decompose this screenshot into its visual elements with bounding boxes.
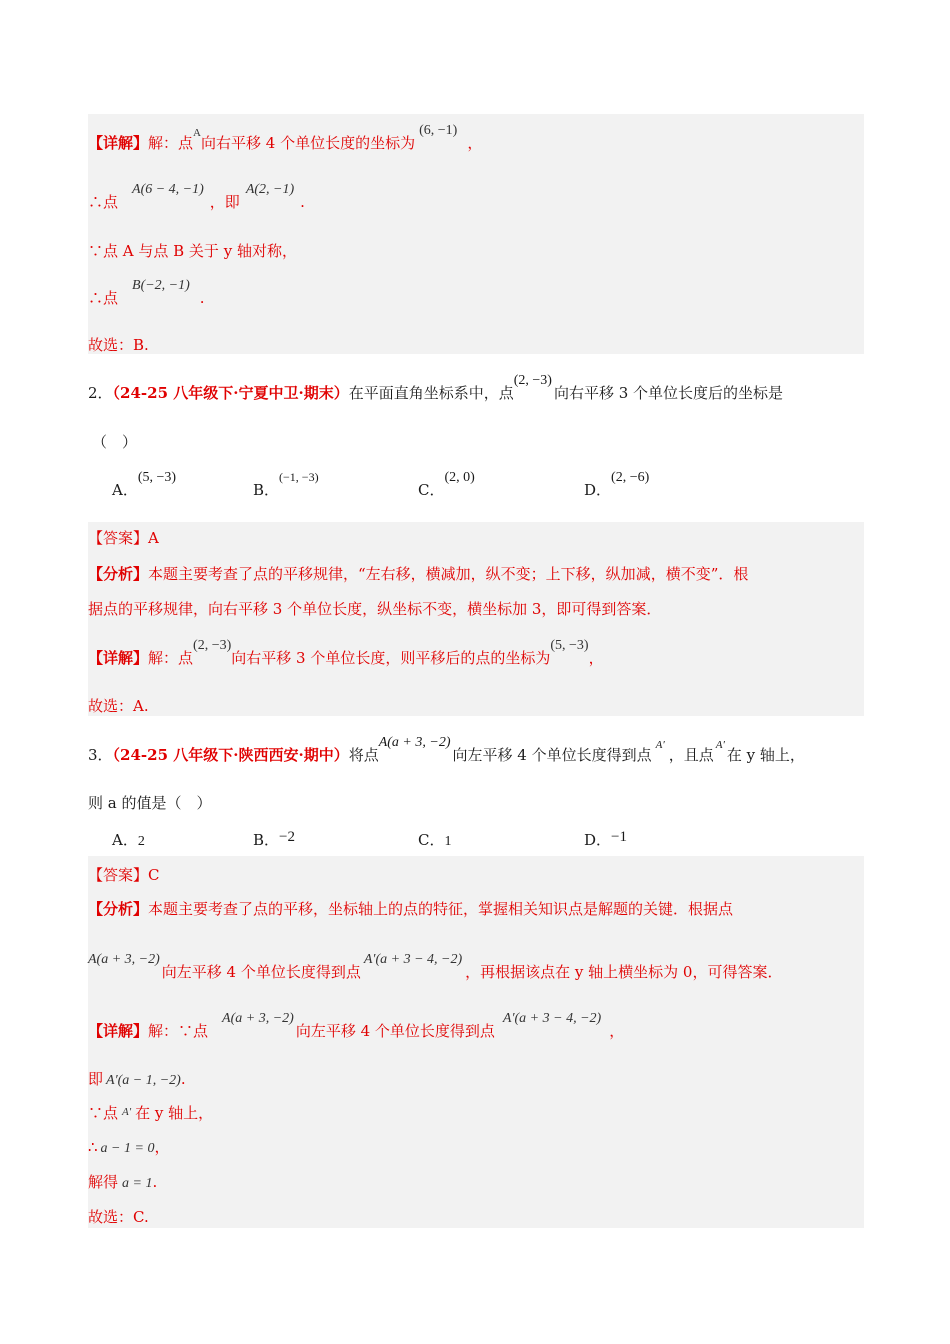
q2-detail: 【详解】解：点(2, −3)向右平移 3 个单位长度，则平移后的点的坐标为(5, −3)， — [88, 638, 604, 667]
q1-detail-line-4: ∴点B(−2, −1). — [88, 278, 205, 307]
math-expr: A(a + 3, −2) — [88, 952, 160, 967]
q1-detail-line-3: ∵点 A 与点 B 关于 y 轴对称， — [88, 242, 297, 260]
detail-label: 【详解】 — [88, 1022, 149, 1040]
q1-detail-line-1: 【详解】解：点$^A$向右平移 4 个单位长度的坐标为(6, −1)， — [88, 123, 483, 152]
math-expr: A(6 − 4, −1) — [132, 182, 204, 197]
q3-analysis-line-2: A(a + 3, −2)向左平移 4 个单位长度得到点A′(a + 3 − 4, −2)，再根据该点在 y 轴上横坐标为 0，可得答案． — [88, 952, 783, 981]
analysis-label: 【分析】 — [88, 565, 149, 583]
q3-detail-line-1: 【详解】解：∵点A(a + 3, −2)向左平移 4 个单位长度得到点A′(a + 3 − 4, −2)， — [88, 1011, 625, 1040]
q2-analysis-line-2: 据点的平移规律，向右平移 3 个单位长度，纵坐标不变，横坐标加 3，即可得到答案． — [88, 600, 662, 618]
math-expr: A(a + 3, −2) — [378, 735, 451, 750]
q3-detail-line-4: ∴ a − 1 = 0， — [88, 1138, 170, 1156]
q3-option-a: A．2 — [112, 831, 145, 849]
q2-answer: 【答案】A — [88, 529, 159, 547]
math-expr: a = 1 — [122, 1176, 153, 1191]
q2-choose: 故选：A. — [88, 697, 149, 715]
math-expr: a − 1 = 0 — [100, 1141, 155, 1156]
q2-answer-box — [88, 522, 864, 716]
q2-option-b: B．$^{(-1, -3)}$ — [253, 470, 319, 499]
question-source: （24-25 八年级下·陕西西安·期中） — [112, 746, 349, 764]
analysis-label: 【分析】 — [88, 900, 149, 918]
q3-option-b: B．−2 — [253, 829, 295, 849]
q3-option-c: C．1 — [418, 831, 452, 849]
q3-stem: 3．（24-25 八年级下·陕西西安·期中）将点A(a + 3, −2)向左平移 4 个单位长度得到点$^{A'}$，且点$^{A'}$在 y 轴上， — [88, 735, 805, 764]
detail-label: 【详解】 — [88, 134, 149, 152]
math-expr: A(a + 3, −2) — [222, 1011, 294, 1026]
q2-analysis-line-1: 【分析】本题主要考查了点的平移规律，“左右移，横减加，纵不变；上下移，纵加减，横不变”．根 — [88, 565, 749, 583]
question-number: 2． — [88, 384, 113, 402]
question-number: 3． — [88, 746, 113, 764]
q2-option-a: A．(5, −3) — [112, 470, 177, 499]
math-coord: (2, −3) — [193, 638, 232, 653]
math-expr: A′(a + 3 − 4, −2) — [363, 952, 463, 967]
math-expr: A′(a + 3 − 4, −2) — [502, 1011, 602, 1026]
q3-stem-line-2: 则 a 的值是（ ） — [88, 794, 212, 812]
q3-detail-line-5: 解得 a = 1. — [88, 1173, 158, 1191]
q3-detail-line-3: ∵点 $^{A'}$ 在 y 轴上， — [88, 1104, 214, 1122]
math-expr: A(2, −1) — [245, 182, 295, 197]
q1-choose: 故选：B. — [88, 336, 149, 354]
q2-paren: （ ） — [92, 433, 138, 451]
q3-option-d: D．−1 — [584, 829, 627, 849]
math-coord: (5, −3) — [550, 638, 589, 653]
math-point-a: A — [193, 127, 201, 139]
q2-option-c: C．(2, 0) — [418, 470, 475, 499]
q2-option-d: D．(2, −6) — [584, 470, 650, 499]
q3-detail-line-2: 即 A′(a − 1, −2). — [88, 1070, 186, 1088]
math-coord: (6, −1) — [419, 123, 458, 138]
detail-label: 【详解】 — [88, 649, 149, 667]
question-source: （24-25 八年级下·宁夏中卫·期末） — [112, 384, 349, 402]
q3-choose: 故选：C. — [88, 1208, 149, 1226]
q3-answer: 【答案】C — [88, 866, 160, 884]
q1-detail-line-2: ∴点A(6 − 4, −1)，即A(2, −1). — [88, 182, 305, 211]
q2-stem: 2．（24-25 八年级下·宁夏中卫·期末）在平面直角坐标系中，点(2, −3)向右平移 3 个单位长度后的坐标是 — [88, 373, 784, 402]
math-coord: (2, −3) — [513, 373, 552, 388]
math-expr: A′(a − 1, −2) — [106, 1073, 181, 1088]
math-expr: B(−2, −1) — [132, 278, 190, 293]
q3-analysis-line-1: 【分析】本题主要考查了点的平移，坐标轴上的点的特征，掌握相关知识点是解题的关键．根据点 — [88, 900, 734, 918]
